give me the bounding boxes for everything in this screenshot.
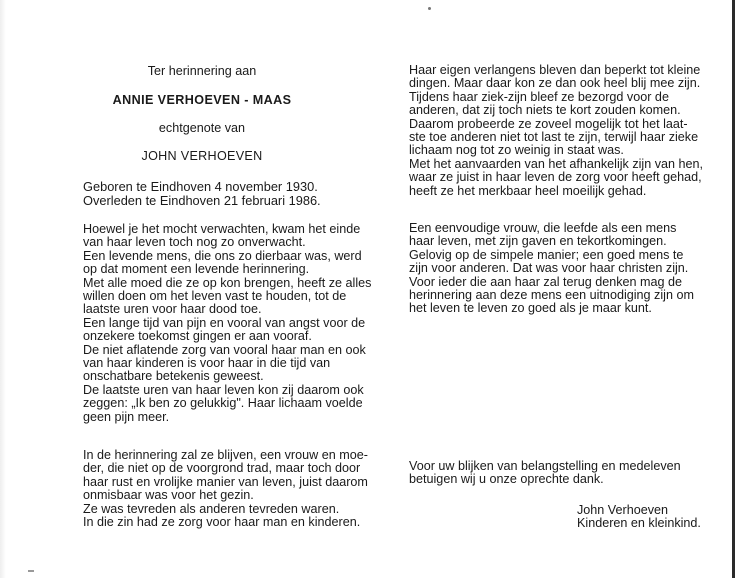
text-line: De laatste uren van haar leven kon zij daarom ook xyxy=(83,382,364,397)
thanks-paragraph xyxy=(409,460,681,487)
text-line: herinnering aan deze mens een uitnodiging zijn om xyxy=(409,288,694,303)
text-line: Voor uw blijken van belangstelling en medeleven xyxy=(409,459,681,473)
text-line: dingen. Maar daar kon ze dan ook heel blij mee zijn. xyxy=(409,76,701,91)
birth-line: Geboren te Eindhoven 4 november 1930. xyxy=(83,179,318,194)
text-line: Haar eigen verlangens bleven dan beperkt tot kleine xyxy=(409,63,701,77)
text-line: Met het aanvaarden van het afhankelijk zijn van hen, xyxy=(409,156,704,171)
text-line: waar ze juist in haar leven de zorg voor heeft gehad, xyxy=(409,170,702,185)
text-line: haar rust en vrolijke manier van leven, juist daarom xyxy=(83,474,368,489)
text-line: onschatbare betekenis geweest. xyxy=(83,369,264,384)
text-line: ste toe anderen niet tot last te zijn, terwijl haar zieke xyxy=(409,130,699,145)
text-line: Ze was tevreden als anderen tevreden waren. xyxy=(83,501,340,516)
greeting-line: Ter herinnering aan xyxy=(147,64,257,78)
faith-paragraph xyxy=(409,222,694,316)
text-line: De niet aflatende zorg van vooral haar man en ook xyxy=(83,342,366,357)
text-line: Hoewel je het mocht verwachten, kwam het einde xyxy=(83,222,361,236)
text-line: anderen, dat zij toch niets te kort zouden komen. xyxy=(409,103,681,118)
scan-speck xyxy=(28,570,34,572)
text-line: geen pijn meer. xyxy=(83,409,170,424)
text-line: op dat moment een levende herinnering. xyxy=(83,262,310,277)
deceased-name: ANNIE VERHOEVEN - MAAS xyxy=(112,93,292,107)
text-line: onmisbaar was voor het gezin. xyxy=(83,488,254,503)
death-line: Overleden te Eindhoven 21 februari 1986. xyxy=(83,193,321,208)
text-line: onzekere toekomst gingen er aan vooraf. xyxy=(83,329,312,344)
text-line: heeft ze het merkbaar heel moeilijk gehad. xyxy=(409,183,647,198)
text-line: Een lange tijd van pijn en vooral van angst voor de xyxy=(83,315,366,330)
text-line: In de herinnering zal ze blijven, een vrouw en moe- xyxy=(83,448,368,462)
text-line: Voor ieder die aan haar zal terug denken mag de xyxy=(409,274,683,289)
text-line: laatste uren voor haar dood toe. xyxy=(83,302,262,317)
text-line: het leven te leven zo goed als je maar kunt. xyxy=(409,301,652,316)
character-paragraph xyxy=(409,64,703,198)
text-line: van haar leven toch nog zo onverwacht. xyxy=(83,235,306,250)
text-line: haar leven, met zijn gaven en tekortkomingen. xyxy=(409,234,667,249)
intro-paragraph xyxy=(83,223,371,424)
spouse-label: echtgenote van xyxy=(158,121,246,135)
text-line: van haar kinderen is voor haar in die tijd van xyxy=(83,356,331,371)
memory-paragraph xyxy=(83,449,368,529)
text-line: Tijdens haar ziek-zijn bleef ze bezorgd voor de xyxy=(409,89,669,104)
text-line: zijn voor anderen. Dat was voor haar christen zijn. xyxy=(409,261,689,276)
text-line: betuigen wij u onze oprechte dank. xyxy=(409,472,604,487)
text-line: Een levende mens, die ons zo dierbaar was, werd xyxy=(83,248,362,263)
text-line: der, die niet op de voorgrond trad, maar toch door xyxy=(83,461,361,476)
text-line: willen doen om het leven vast te houden, tot de xyxy=(83,289,347,304)
text-line: Gelovig op de simpele manier; een goed mens te xyxy=(409,247,684,262)
text-line: Een eenvoudige vrouw, die leefde als een mens xyxy=(409,221,677,235)
signer-name: John Verhoeven xyxy=(577,503,669,517)
text-line: Daarom probeerde ze zoveel mogelijk tot het laat- xyxy=(409,116,688,131)
spouse-name: JOHN VERHOEVEN xyxy=(141,149,263,163)
scan-speck xyxy=(428,7,431,10)
signature-block xyxy=(577,504,701,531)
text-line: Met alle moed die ze op kon brengen, heeft ze alles xyxy=(83,275,372,290)
text-line: lichaam nog tot zo weinig in staat was. xyxy=(409,143,624,158)
life-dates xyxy=(83,180,321,208)
text-line: zeggen: „Ik ben zo gelukkig". Haar lichaam voelde xyxy=(83,396,363,411)
text-line: In die zin had ze zorg voor haar man en kinderen. xyxy=(83,515,361,530)
scan-edge-shadow xyxy=(0,0,6,578)
signer-family: Kinderen en kleinkind. xyxy=(577,516,701,531)
